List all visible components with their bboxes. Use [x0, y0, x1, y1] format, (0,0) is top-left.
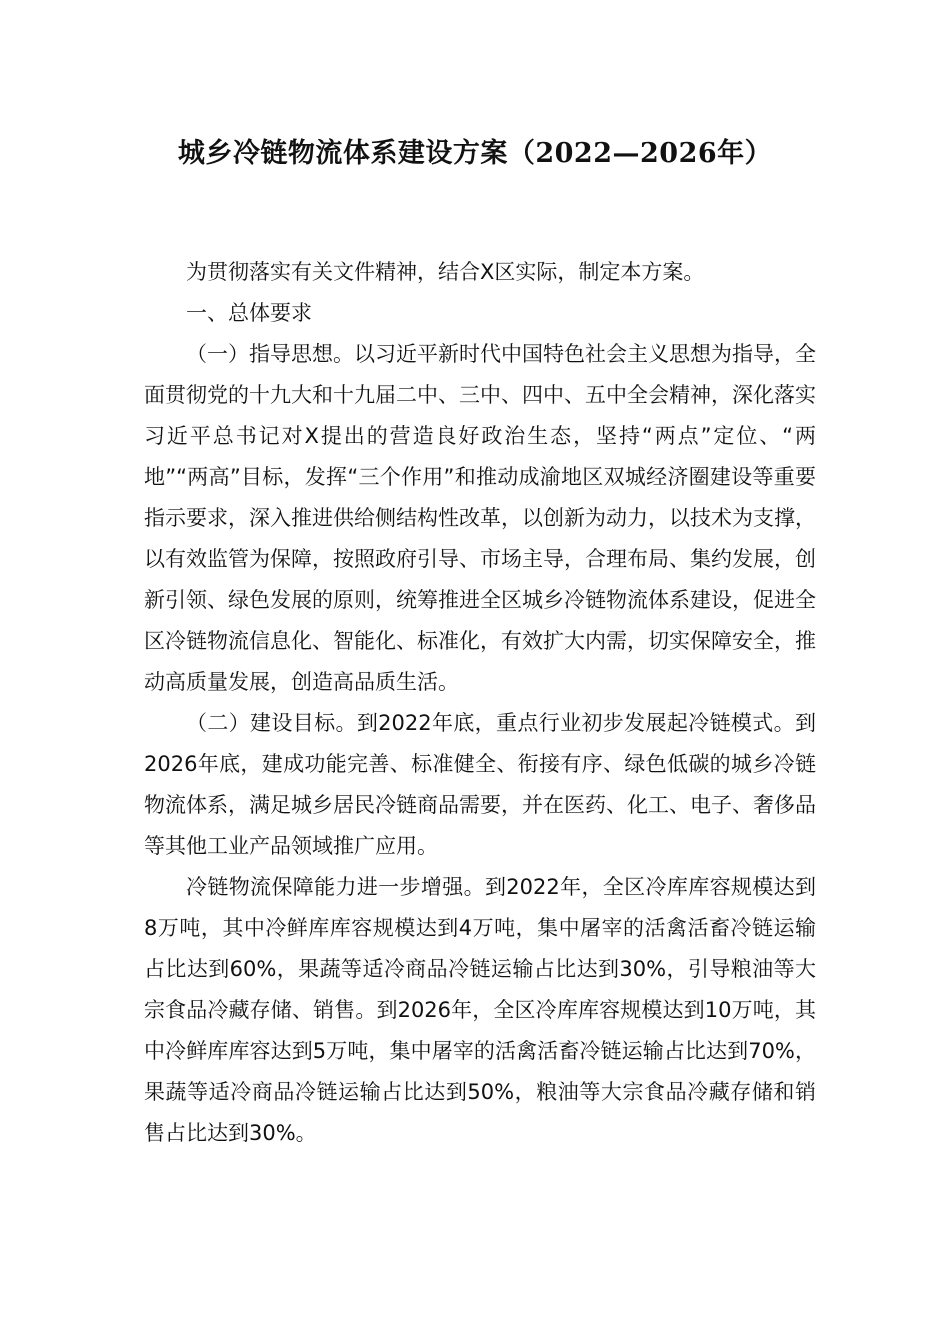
- document-body: [144, 252, 816, 1154]
- intro-paragraph: 为贯彻落实有关文件精神，结合X区实际，制定本方案。: [186, 260, 705, 284]
- section-heading-general-requirements: 一、总体要求: [186, 301, 312, 325]
- capacity-paragraph: 冷链物流保障能力进一步增强。到2022年，全区冷库库容规模达到8万吨，其中冷鲜库库容规模达到4万吨，集中屠宰的活禽活畜冷链运输占比达到60%，果蔬等适冷商品冷链运输占比达到30%，引导粮油等大宗食品冷藏存储、销售。到2026年，全区冷库库容规模达到10万吨，其中冷鲜库库容达到5万吨，集中屠宰的活禽活畜冷链运输占比达到70%，果蔬等适冷商品冷链运输占比达到50%，粮油等大宗食品冷藏存储和销售占比达到30%。: [144, 875, 816, 1145]
- construction-goals-paragraph: （二）建设目标。到2022年底，重点行业初步发展起冷链模式。到2026年底，建成功能完善、标准健全、衔接有序、绿色低碳的城乡冷链物流体系，满足城乡居民冷链商品需要，并在医药、化工、电子、奢侈品等其他工业产品领域推广应用。: [144, 711, 816, 858]
- guiding-ideology-paragraph: （一）指导思想。以习近平新时代中国特色社会主义思想为指导，全面贯彻党的十九大和十九届二中、三中、四中、五中全会精神，深化落实习近平总书记对X提出的营造良好政治生态，坚持“两点”定位、“两地”“两高”目标，发挥“三个作用”和推动成渝地区双城经济圈建设等重要指示要求，深入推进供给侧结构性改革，以创新为动力，以技术为支撑，以有效监管为保障，按照政府引导、市场主导，合理布局、集约发展，创新引领、绿色发展的原则，统筹推进全区城乡冷链物流体系建设，促进全区冷链物流信息化、智能化、标准化，有效扩大内需，切实保障安全，推动高质量发展，创造高品质生活。: [144, 342, 816, 694]
- document-title: 城乡冷链物流体系建设方案（2022—2026年）: [177, 138, 773, 169]
